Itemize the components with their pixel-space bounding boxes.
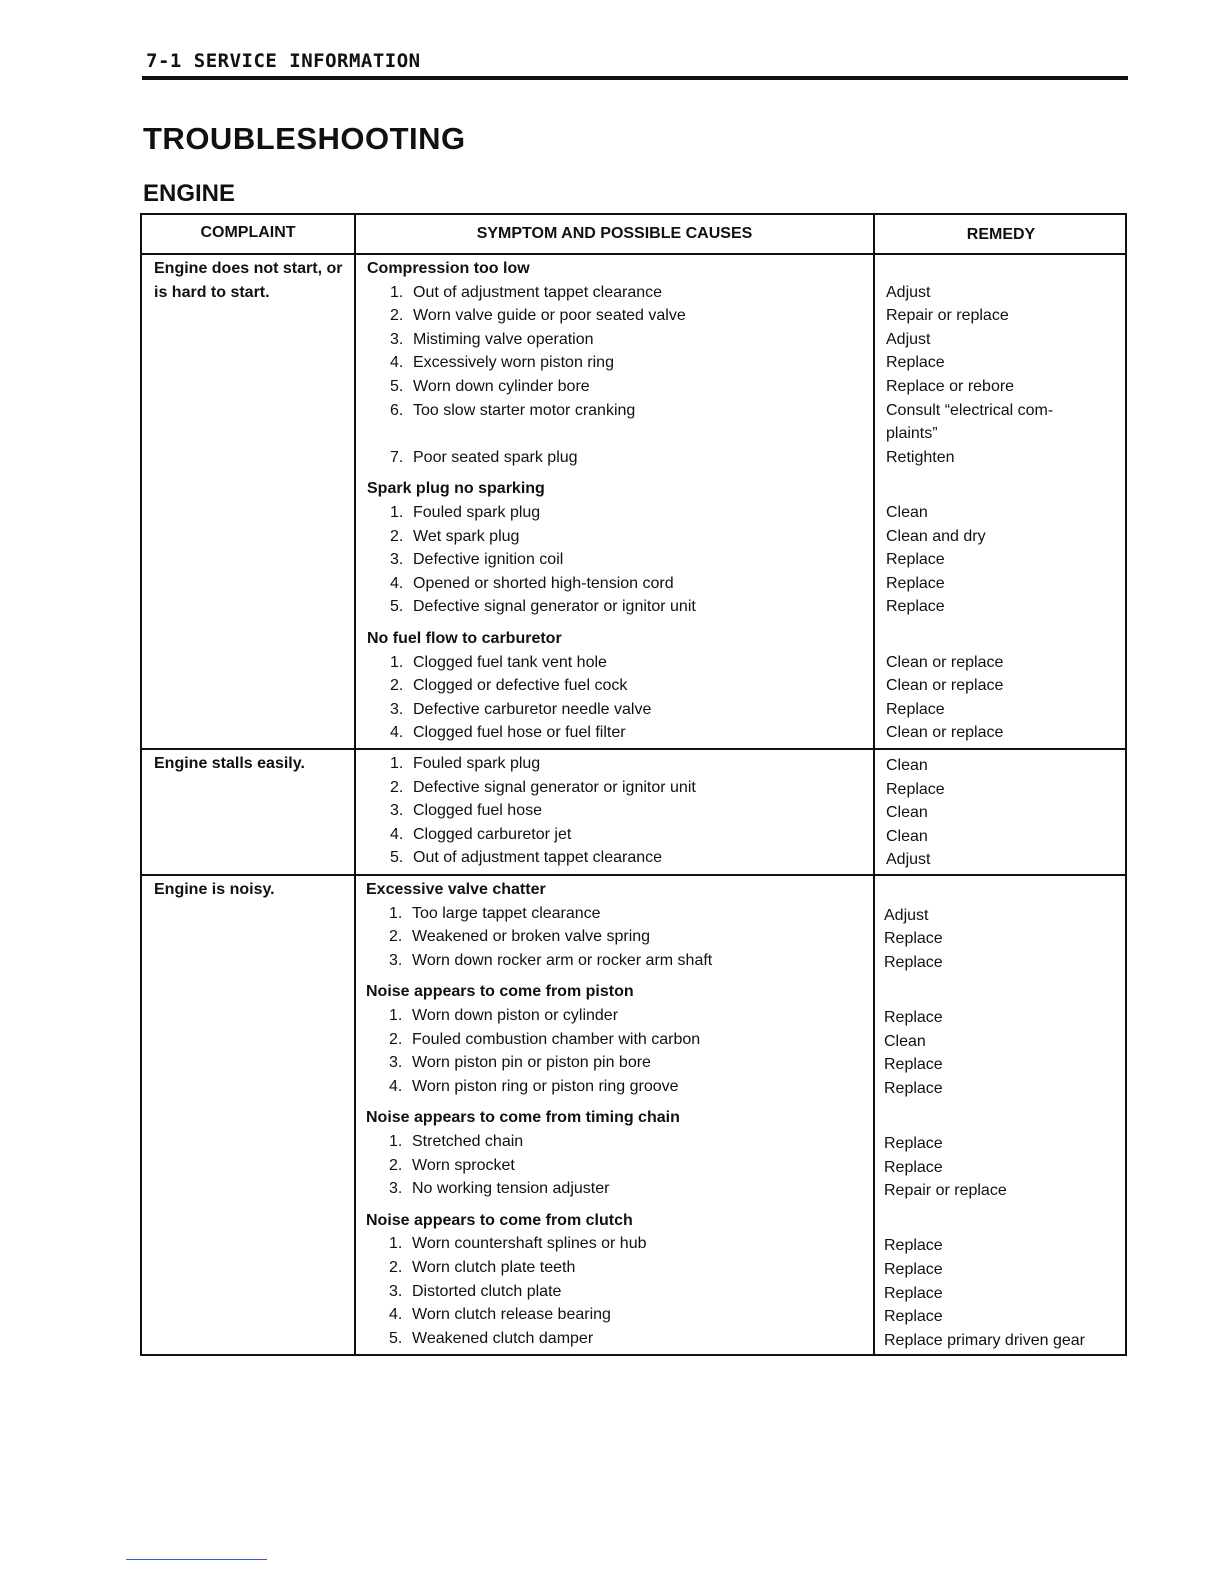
cause-item: 1. Clogged fuel tank vent hole <box>390 653 607 671</box>
cause-item: 3. Clogged fuel hose <box>390 802 542 820</box>
cause-item: 3. Defective carburetor needle valve <box>390 700 652 718</box>
remedy-item: Replace <box>884 953 943 971</box>
symptom-cell <box>367 752 867 870</box>
remedy-item: Replace <box>886 551 945 569</box>
remedy-item: Repair or replace <box>886 307 1009 325</box>
remedy-item: Replace <box>884 930 943 948</box>
symptom-group-title: Compression too low <box>367 260 530 277</box>
column-divider <box>354 215 356 1354</box>
remedy-item: Replace <box>884 1079 943 1097</box>
cause-item: 3. Worn down rocker arm or rocker arm shaft <box>389 951 713 969</box>
cause-item: 3. No working tension adjuster <box>389 1180 610 1198</box>
cause-list <box>367 752 867 870</box>
cause-item: 2. Worn clutch plate teeth <box>389 1258 576 1276</box>
remedy-cell <box>886 257 1122 745</box>
remedy-item: Replace <box>884 1237 943 1255</box>
remedy-item: Replace <box>886 780 945 798</box>
footer-rule <box>126 1559 267 1560</box>
symptom-group-title: No fuel flow to carburetor <box>367 629 562 647</box>
cause-item: 1. Fouled spark plug <box>390 503 541 521</box>
remedy-item: Clean <box>886 827 928 845</box>
row-divider <box>142 748 1125 750</box>
cause-item: 4. Worn piston ring or piston ring groove <box>389 1077 679 1095</box>
remedy-item: Clean or replace <box>886 677 1004 695</box>
remedy-item: Replace or rebore <box>886 377 1015 395</box>
complaint-cell: Engine does not start, or is hard to start. <box>154 260 343 301</box>
remedy-item: Clean or replace <box>886 653 1004 671</box>
remedy-item: Replace <box>884 1158 943 1176</box>
remedy-item: Clean <box>886 503 928 521</box>
remedy-item: Adjust <box>886 330 931 348</box>
symptom-group-title: Excessive valve chatter <box>366 881 546 898</box>
cause-item: 1. Fouled spark plug <box>390 755 541 772</box>
cause-list <box>367 501 867 619</box>
cause-item: 4. Opened or shorted high-tension cord <box>390 574 674 592</box>
cause-item: 3. Defective ignition coil <box>390 551 564 569</box>
cause-item: 2. Defective signal generator or ignitor unit <box>390 778 696 796</box>
remedy-item-continuation: plaints” <box>886 425 938 443</box>
remedy-item: Replace <box>884 1134 943 1152</box>
cause-item: 1. Worn countershaft splines or hub <box>389 1235 647 1253</box>
spacer <box>367 422 867 446</box>
symptom-cell <box>366 878 866 1350</box>
cause-item: 7. Poor seated spark plug <box>390 448 578 466</box>
remedy-item: Adjust <box>884 906 929 924</box>
remedy-item: Replace <box>884 1308 943 1326</box>
remedy-item: Clean and dry <box>886 527 986 545</box>
cause-item: 5. Weakened clutch damper <box>389 1329 594 1347</box>
remedy-item: Replace <box>884 1284 943 1302</box>
cause-list <box>366 902 866 973</box>
remedy-item: Consult “electrical com- <box>886 401 1054 419</box>
remedy-cell <box>886 754 1122 872</box>
remedy-cell <box>884 880 1124 1352</box>
cause-item: 4. Worn clutch release bearing <box>389 1306 611 1324</box>
complaint-cell: Engine is noisy. <box>154 881 275 898</box>
cause-item: 1. Out of adjustment tappet clearance <box>390 283 663 301</box>
symptom-group-title: Noise appears to come from timing chain <box>366 1109 680 1127</box>
cause-list <box>366 1130 866 1201</box>
remedy-item: Replace <box>886 700 945 718</box>
cause-item: 4. Clogged fuel hose or fuel filter <box>390 724 626 742</box>
cause-item: 2. Clogged or defective fuel cock <box>390 677 628 695</box>
remedy-item: Repair or replace <box>884 1182 1007 1200</box>
troubleshooting-table <box>140 213 1127 1356</box>
remedy-item: Replace <box>884 1260 943 1278</box>
symptom-group-title: Noise appears to come from clutch <box>366 1211 633 1229</box>
remedy-item: Replace <box>886 354 945 372</box>
symptom-cell <box>367 257 867 745</box>
cause-item: 2. Weakened or broken valve spring <box>389 928 651 946</box>
column-divider <box>873 215 875 1354</box>
header-rule <box>142 76 1128 80</box>
remedy-item: Replace <box>886 598 945 616</box>
cause-item: 3. Worn piston pin or piston pin bore <box>389 1054 651 1072</box>
cause-item: 5. Worn down cylinder bore <box>390 377 590 395</box>
remedy-item: Replace <box>884 1008 943 1026</box>
cause-item: 1. Stretched chain <box>389 1132 524 1150</box>
remedy-item: Adjust <box>886 851 931 869</box>
cause-item: 1. Too large tappet clearance <box>389 904 601 922</box>
remedy-item: Clean or replace <box>886 724 1004 742</box>
cause-item: 3. Mistiming valve operation <box>390 330 594 348</box>
symptom-group-title: Spark plug no sparking <box>367 480 545 498</box>
section-title: ENGINE <box>143 180 236 207</box>
remedy-item: Adjust <box>886 283 931 301</box>
complaint-cell: Engine stalls easily. <box>154 755 305 772</box>
cause-list <box>367 281 867 470</box>
cause-list <box>366 1232 866 1350</box>
page-title: TROUBLESHOOTING <box>143 121 466 156</box>
remedy-item: Replace <box>884 1056 943 1074</box>
remedy-item: Replace <box>886 574 945 592</box>
cause-item: 2. Fouled combustion chamber with carbon <box>389 1030 701 1048</box>
cause-item: 2. Wet spark plug <box>390 527 520 545</box>
cause-item: 1. Worn down piston or cylinder <box>389 1006 619 1024</box>
cause-list <box>366 1004 866 1098</box>
cause-item: 5. Out of adjustment tappet clearance <box>390 849 663 867</box>
cause-item: 6. Too slow starter motor cranking <box>390 401 636 419</box>
cause-item: 2. Worn valve guide or poor seated valve <box>390 307 686 325</box>
cause-item: 4. Excessively worn piston ring <box>390 354 614 372</box>
remedy-item: Clean <box>884 1032 926 1050</box>
remedy-item: Replace primary driven gear <box>884 1331 1085 1349</box>
cause-item: 4. Clogged carburetor jet <box>390 825 572 843</box>
remedy-item: Clean <box>886 757 928 774</box>
cause-item: 2. Worn sprocket <box>389 1156 515 1174</box>
header-row-divider <box>142 253 1125 255</box>
column-header-symptom: SYMPTOM AND POSSIBLE CAUSES <box>476 225 753 242</box>
remedy-item: Retighten <box>886 448 955 466</box>
symptom-group-title: Noise appears to come from piston <box>366 983 634 1001</box>
cause-list <box>367 651 867 745</box>
row-divider <box>142 874 1125 876</box>
running-head: 7-1 SERVICE INFORMATION <box>146 50 421 72</box>
remedy-item: Clean <box>886 804 928 822</box>
column-header-complaint: COMPLAINT <box>200 224 296 241</box>
cause-item: 3. Distorted clutch plate <box>389 1282 562 1300</box>
cause-item: 5. Defective signal generator or ignitor unit <box>390 598 696 616</box>
column-header-remedy: REMEDY <box>966 226 1036 243</box>
